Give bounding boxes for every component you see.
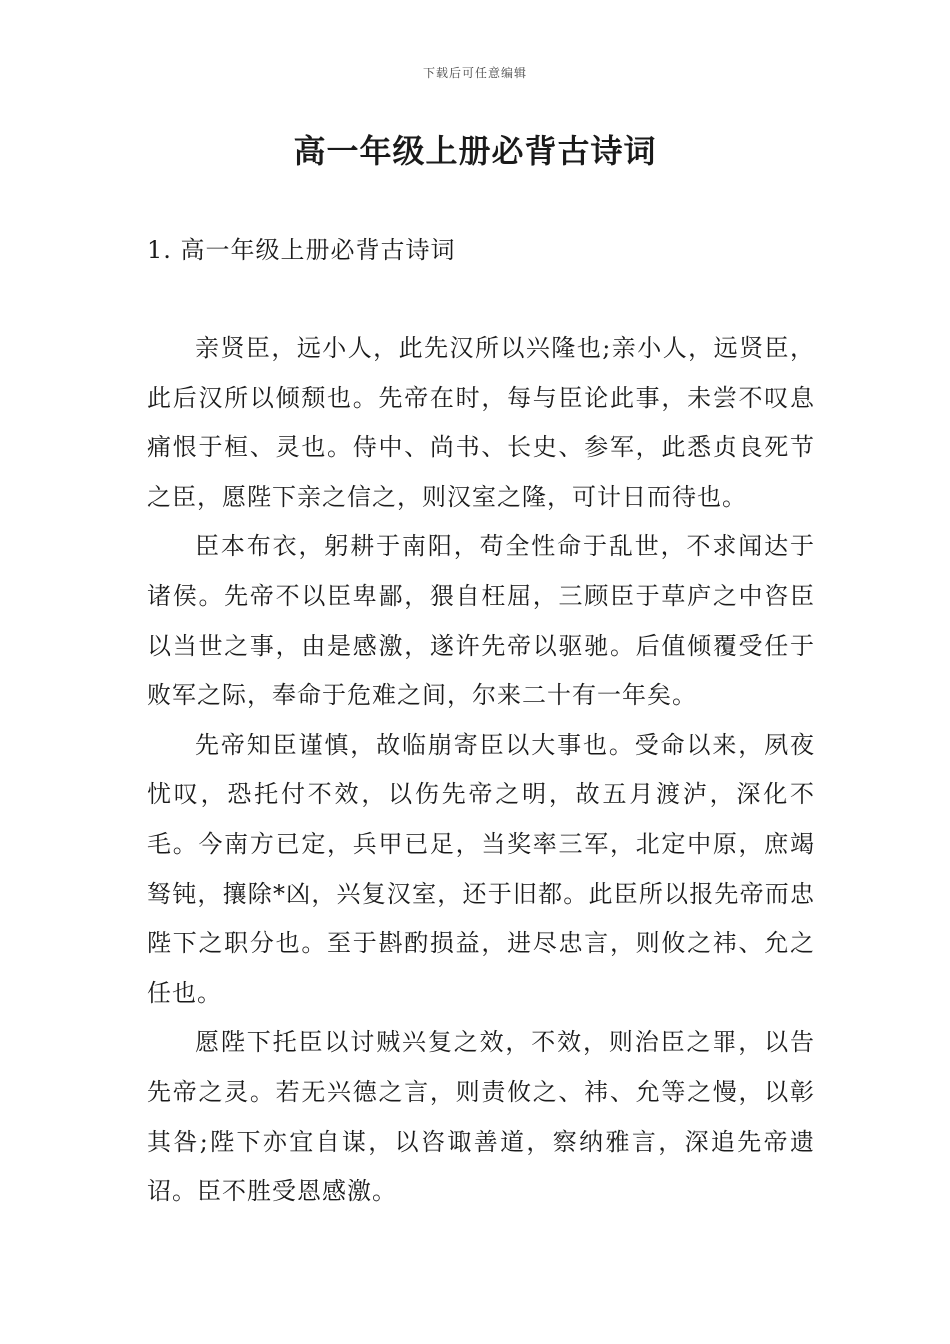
paragraph-1: 亲贤臣，远小人，此先汉所以兴隆也;亲小人，远贤臣，此后汉所以倾颓也。先帝在时，每与臣论此事，未尝不叹息痛恨于桓、灵也。侍中、尚书、长史、参军，此悉贞良死节之臣，愿陛下亲之信之，则汉室之隆，可计日而待也。 [147,334,815,511]
body-text [147,324,815,1217]
paragraph-2: 臣本布衣，躬耕于南阳，苟全性命于乱世，不求闻达于诸侯。先帝不以臣卑鄙，猥自枉屈，三顾臣于草庐之中咨臣以当世之事，由是感激，遂许先帝以驱驰。后值倾覆受任于败军之际，奉命于危难之间，尔来二十有一年矣。 [147,532,815,710]
page-title: 高一年级上册必背古诗词 [293,132,657,170]
section-heading: 1. 高一年级上册必背古诗词 [147,236,456,264]
paragraph-4: 愿陛下托臣以讨贼兴复之效，不效，则治臣之罪，以告先帝之灵。若无兴德之言，则责攸之、祎、允等之慢，以彰其咎;陛下亦宜自谋，以咨诹善道，察纳雅言，深追先帝遗诏。臣不胜受恩感激。 [147,1028,815,1206]
paragraph-3: 先帝知臣谨慎，故临崩寄臣以大事也。受命以来，夙夜忧叹，恐托付不效，以伤先帝之明，故五月渡泸，深化不毛。今南方已定，兵甲已足，当奖率三军，北定中原，庶竭驽钝，攘除*凶，兴复汉室，还于旧都。此臣所以报先帝而忠陛下之职分也。至于斟酌损益，进尽忠言，则攸之祎、允之任也。 [147,730,815,1007]
header-note: 下载后可任意编辑 [422,66,527,80]
